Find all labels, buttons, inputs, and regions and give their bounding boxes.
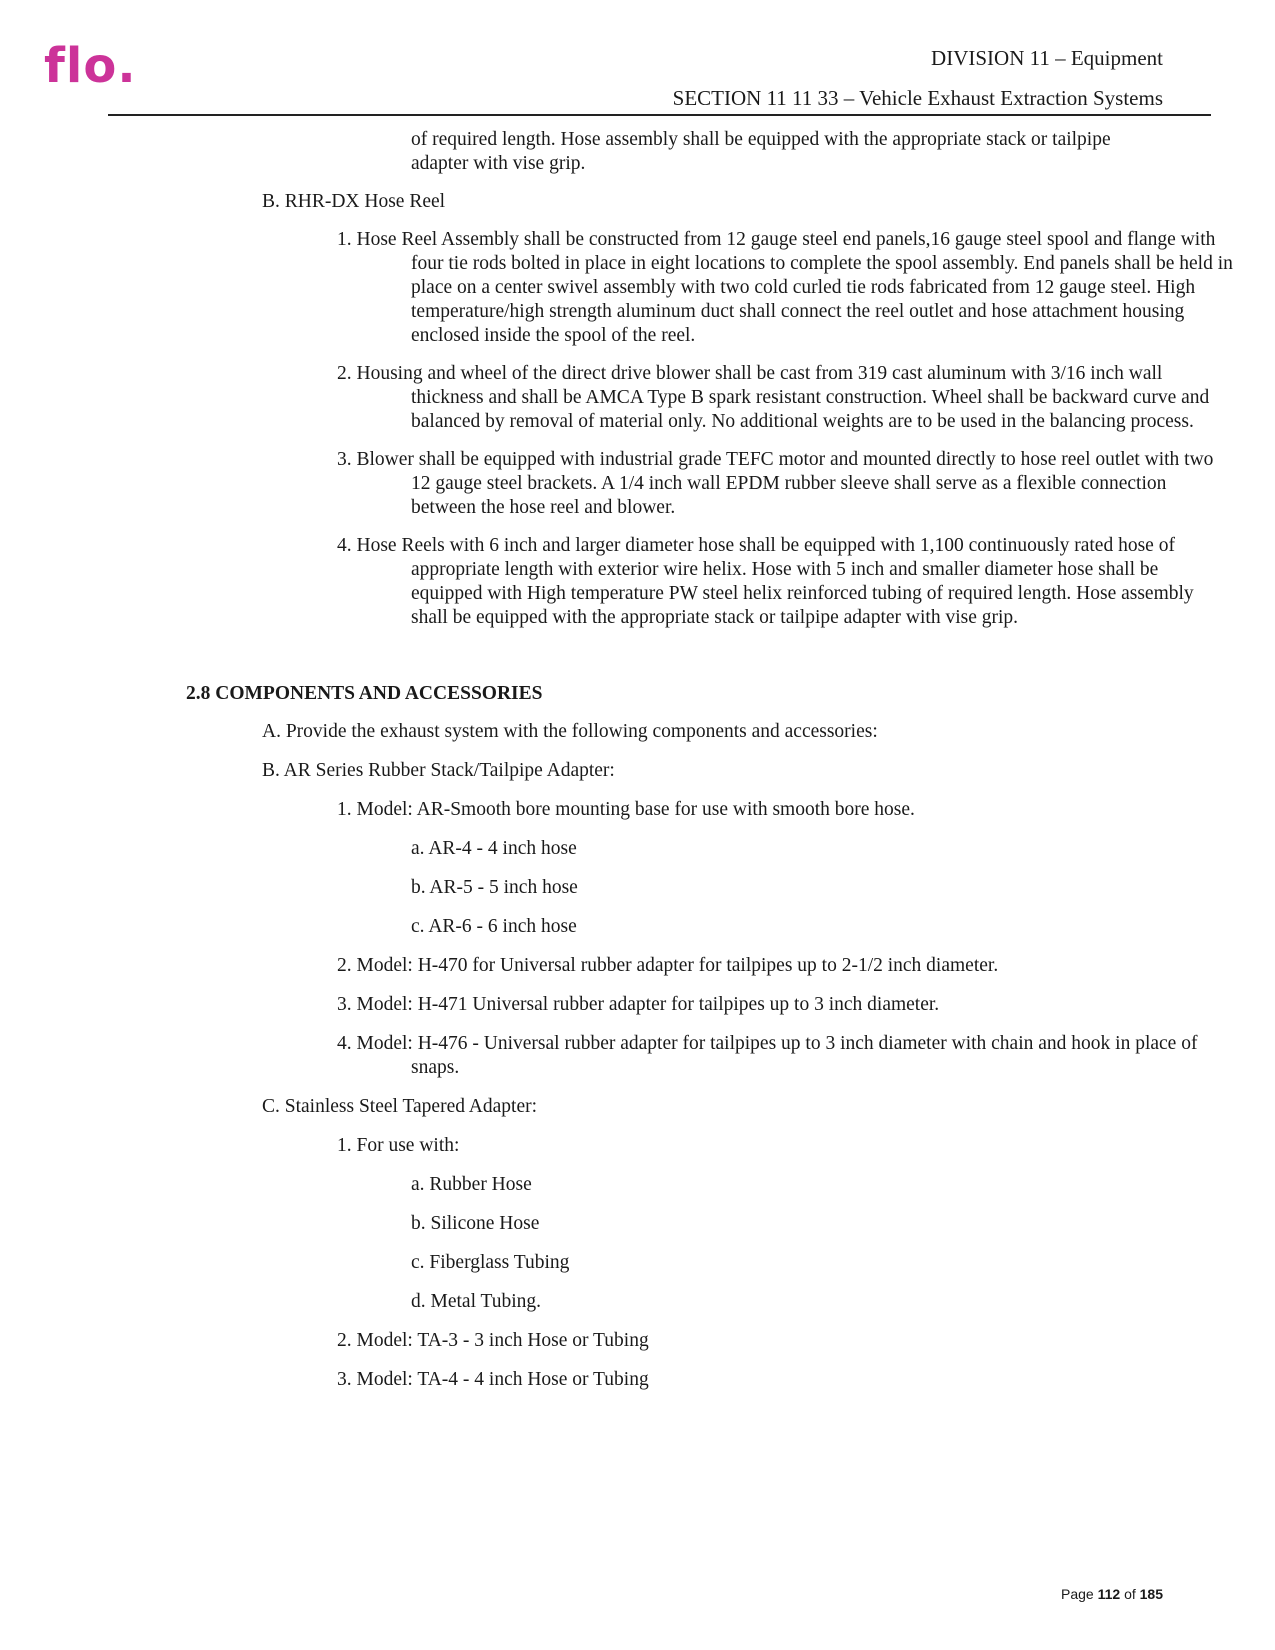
item-b-1-a: a. AR-4 - 4 inch hose	[411, 838, 577, 859]
item-a: A. Provide the exhaust system with the following components and accessories:	[262, 721, 878, 742]
page-of: of	[1124, 1586, 1136, 1602]
item-c-heading: C. Stainless Steel Tapered Adapter:	[262, 1096, 538, 1117]
item-b-1: 1. Model: AR-Smooth bore mounting base for use with smooth bore hose.	[337, 799, 915, 820]
page-header	[673, 44, 1163, 112]
item-b-4: 4. Model: H-476 - Universal rubber adapter for tailpipes up to 3 inch diameter with chain and hook in place of snaps.	[337, 1033, 1198, 1078]
page-label: Page	[1060, 1586, 1094, 1602]
continuation-paragraph: of required length. Hose assembly shall be equipped with the appropriate stack or tailpipe adapter with vise grip.	[411, 129, 1111, 174]
reel-heading: B. RHR-DX Hose Reel	[262, 191, 446, 212]
item-c-1-d: d. Metal Tubing.	[411, 1291, 542, 1312]
item-c-1-a: a. Rubber Hose	[411, 1174, 532, 1195]
page-current: 112	[1097, 1586, 1121, 1602]
division-title: DIVISION 11 – Equipment	[931, 46, 1163, 70]
item-c-1-c: c. Fiberglass Tubing	[411, 1252, 570, 1273]
item-b-1-c: c. AR-6 - 6 inch hose	[411, 916, 577, 937]
header-divider	[108, 114, 1211, 116]
item-b-2: 2. Model: H-470 for Universal rubber adapter for tailpipes up to 2-1/2 inch diameter.	[337, 955, 999, 976]
reel-item-3: 3. Blower shall be equipped with industrial grade TEFC motor and mounted directly to hose reel outlet with two 12 gauge steel brackets. A 1/4 inch wall EPDM rubber sleeve shall serve as a flexible connection between the hose reel and blower.	[337, 449, 1214, 518]
page-total: 185	[1139, 1586, 1163, 1602]
reel-item-1: 1. Hose Reel Assembly shall be constructed from 12 gauge steel end panels,16 gauge steel spool and flange with four tie rods bolted in place in eight locations to complete the spool assembly. End panels shall be held in place on a center swivel assembly with two cold curled tie rods fabricated from 12 gauge steel. High temperature/high strength aluminum duct shall connect the reel outlet and hose attachment housing enclosed inside the spool of the reel.	[337, 229, 1233, 346]
item-b-3: 3. Model: H-471 Universal rubber adapter for tailpipes up to 3 inch diameter.	[337, 994, 940, 1015]
section-title: SECTION 11 11 33 – Vehicle Exhaust Extraction Systems	[672, 86, 1163, 110]
item-c-2: 2. Model: TA-3 - 3 inch Hose or Tubing	[337, 1330, 649, 1351]
item-b-heading: B. AR Series Rubber Stack/Tailpipe Adapter:	[262, 760, 615, 781]
document-body	[0, 128, 1275, 1392]
brand-logo: flo.	[44, 38, 137, 94]
item-c-3: 3. Model: TA-4 - 4 inch Hose or Tubing	[337, 1369, 649, 1390]
item-c-1: 1. For use with:	[337, 1135, 460, 1156]
reel-item-4: 4. Hose Reels with 6 inch and larger diameter hose shall be equipped with 1,100 continuously rated hose of appropriate length with exterior wire helix. Hose with 5 inch and smaller diameter hose shall be equipped with High temperature PW steel helix reinforced tubing of required length. Hose assembly shall be equipped with the appropriate stack or tailpipe adapter with vise grip.	[337, 535, 1194, 628]
reel-item-2: 2. Housing and wheel of the direct drive blower shall be cast from 319 cast aluminum with 3/16 inch wall thickness and shall be AMCA Type B spark resistant construction. Wheel shall be backward curve and balanced by removal of material only. No additional weights are to be used in the balancing process.	[337, 363, 1210, 432]
item-c-1-b: b. Silicone Hose	[411, 1213, 540, 1234]
page-footer	[1061, 1586, 1163, 1602]
item-b-1-b: b. AR-5 - 5 inch hose	[411, 877, 578, 898]
section-heading-2-8: 2.8 COMPONENTS AND ACCESSORIES	[186, 683, 543, 704]
